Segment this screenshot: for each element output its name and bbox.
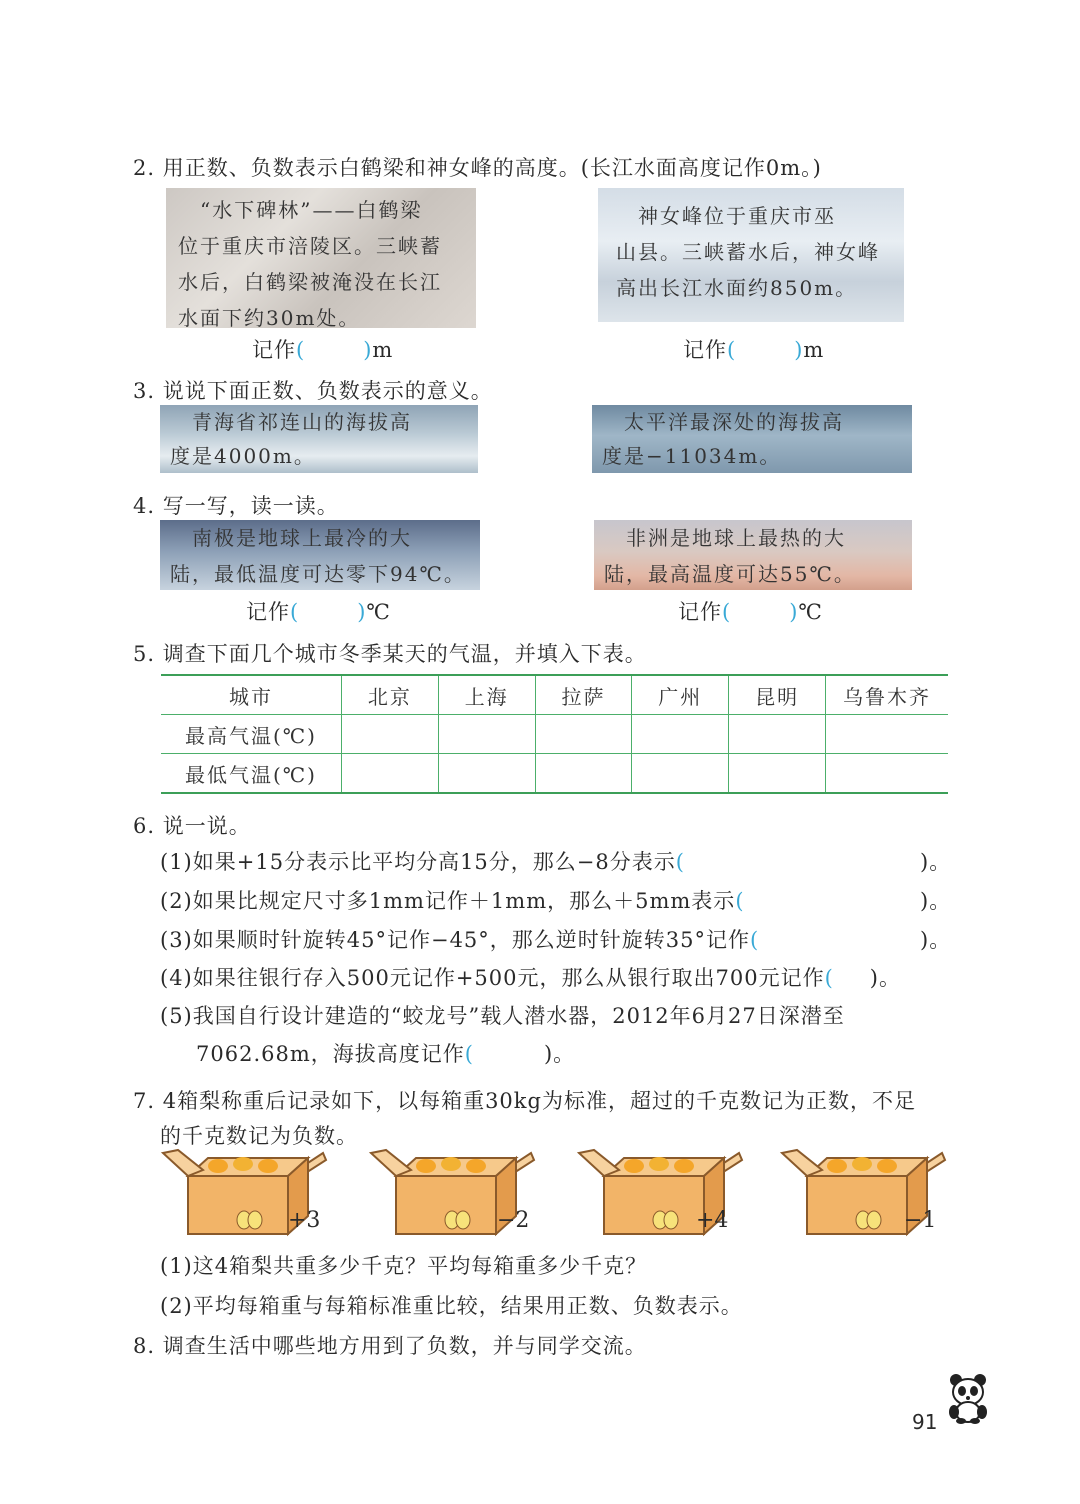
q6-item-2 <box>160 885 745 915</box>
antarctica-text-box <box>160 520 480 590</box>
baiheliang-text-box <box>166 188 476 328</box>
q4-right-line: 非洲是地球上最热的大 <box>604 526 846 550</box>
q6-item-3-close: )。 <box>920 928 952 952</box>
q6-item-3 <box>160 924 759 954</box>
q3-title: 3. 说说下面正数、负数表示的意义。 <box>133 379 493 403</box>
q3-left-line: 青海省祁连山的海拔高 <box>170 410 412 434</box>
q4-title: 4. 写一写，读一读。 <box>133 494 339 518</box>
item-text: (2)如果比规定尺寸多1mm记作＋1mm，那么＋5mm表示 <box>160 889 736 913</box>
record-label: 记作 <box>683 338 727 362</box>
header-cell: 城市 <box>161 675 342 715</box>
item-text: 7062.68m，海拔高度记作 <box>196 1042 465 1066</box>
fill-cell[interactable] <box>632 754 729 794</box>
shennvfeng-text-box <box>598 188 904 322</box>
item-text: (1)如果+15分表示比平均分高15分，那么−8分表示 <box>160 850 676 874</box>
item-text: (3)如果顺时针旋转45°记作−45°，那么逆时针旋转35°记作 <box>160 928 751 952</box>
q6-item-4 <box>160 962 901 992</box>
q5-title: 5. 调查下面几个城市冬季某天的气温，并填入下表。 <box>133 642 647 666</box>
q8-title: 8. 调查生活中哪些地方用到了负数，并与同学交流。 <box>133 1334 647 1358</box>
q2-right-line: 神女峰位于重庆市巫 <box>616 204 836 228</box>
paren-close: ) <box>363 338 373 362</box>
q4-left-line: 南极是地球上最冷的大 <box>170 526 412 550</box>
table-row <box>161 715 948 754</box>
paren-close: ) <box>794 338 804 362</box>
q3-right-line: 太平洋最深处的海拔高 <box>602 410 844 434</box>
paren-open: ( <box>290 600 300 624</box>
q7-sub2: (2)平均每箱重与每箱标准重比较，结果用正数、负数表示。 <box>160 1294 743 1318</box>
africa-text-box <box>594 520 912 590</box>
q6-item-1-close: )。 <box>920 850 952 874</box>
fill-cell[interactable] <box>342 715 439 754</box>
qilian-text-box <box>160 405 478 473</box>
q4-right-answer <box>678 596 823 626</box>
q4-left-answer <box>246 596 391 626</box>
q2-left-answer <box>252 334 393 364</box>
q4-right-line: 陆，最高温度可达55℃。 <box>604 562 856 586</box>
crate-deviation: −1 <box>904 1208 937 1233</box>
q2-right-line: 高出长江水面约850m。 <box>616 276 858 300</box>
fill-cell[interactable] <box>535 754 632 794</box>
row-label: 最低气温(℃) <box>161 754 342 794</box>
q7-title-line2: 的千克数记为负数。 <box>160 1124 358 1148</box>
paren-open: ( <box>750 928 760 952</box>
q4-left-line: 陆，最低温度可达零下94℃。 <box>170 562 466 586</box>
row-label: 最高气温(℃) <box>161 715 342 754</box>
paren-open: ( <box>464 1042 474 1066</box>
q2-left-line: 水后，白鹤梁被淹没在长江 <box>178 270 442 294</box>
paren-open: ( <box>727 338 737 362</box>
q6-item-5-cont <box>196 1038 575 1068</box>
temperature-table <box>161 674 948 794</box>
q2-title: 2. 用正数、负数表示白鹤梁和神女峰的高度。(长江水面高度记作0m。) <box>133 156 822 180</box>
record-label: 记作 <box>678 600 722 624</box>
q2-right-line: 山县。三峡蓄水后，神女峰 <box>616 240 880 264</box>
q7-sub1: (1)这4箱梨共重多少千克？平均每箱重多少千克？ <box>160 1254 648 1278</box>
header-cell: 广州 <box>632 675 729 715</box>
fill-cell[interactable] <box>438 715 535 754</box>
q2-left-line: “水下碑林”——白鹤梁 <box>178 198 423 222</box>
paren-open: ( <box>735 889 745 913</box>
record-label: 记作 <box>246 600 290 624</box>
crate-deviation: −2 <box>497 1208 530 1233</box>
paren-open: ( <box>824 966 834 990</box>
paren-open: ( <box>675 850 685 874</box>
unit: ℃ <box>366 600 391 624</box>
paren-open: ( <box>296 338 306 362</box>
item-text: (4)如果往银行存入500元记作+500元，那么从银行取出700元记作 <box>160 966 825 990</box>
record-label: 记作 <box>252 338 296 362</box>
q7-title-line1: 7. 4箱梨称重后记录如下，以每箱重30kg为标准，超过的千克数记为正数，不足 <box>133 1089 916 1113</box>
header-cell: 拉萨 <box>535 675 632 715</box>
paren-open: ( <box>722 600 732 624</box>
panda-icon <box>944 1372 992 1424</box>
table-row <box>161 754 948 794</box>
q2-left-line: 水面下约30m处。 <box>178 306 361 328</box>
paren-close: ) <box>789 600 799 624</box>
header-cell: 昆明 <box>729 675 826 715</box>
fill-cell[interactable] <box>632 715 729 754</box>
crate-deviation: +3 <box>288 1208 321 1233</box>
page-number: 91 <box>912 1410 938 1434</box>
q3-left-line: 度是4000m。 <box>170 444 316 468</box>
q3-right-line: 度是−11034m。 <box>602 444 782 468</box>
fill-cell[interactable] <box>438 754 535 794</box>
q6-item-5: (5)我国自行设计建造的“蛟龙号”载人潜水器，2012年6月27日深潜至 <box>160 1004 845 1028</box>
q2-right-answer <box>683 334 824 364</box>
q6-title: 6. 说一说。 <box>133 814 251 838</box>
header-cell: 上海 <box>438 675 535 715</box>
crate-deviation: +4 <box>696 1208 729 1233</box>
pacific-text-box <box>592 405 912 473</box>
fill-cell[interactable] <box>535 715 632 754</box>
fill-cell[interactable] <box>729 715 826 754</box>
unit: ℃ <box>798 600 823 624</box>
fill-cell[interactable] <box>826 754 949 794</box>
paren-close: ) <box>357 600 367 624</box>
fill-cell[interactable] <box>729 754 826 794</box>
fill-cell[interactable] <box>826 715 949 754</box>
q6-item-2-close: )。 <box>920 889 952 913</box>
fill-cell[interactable] <box>342 754 439 794</box>
unit: m <box>803 338 825 362</box>
paren-close: )。 <box>869 966 901 990</box>
q2-left-line: 位于重庆市涪陵区。三峡蓄 <box>178 234 442 258</box>
q6-item-1 <box>160 846 685 876</box>
header-cell: 北京 <box>342 675 439 715</box>
paren-close: )。 <box>543 1042 576 1066</box>
unit: m <box>372 338 394 362</box>
table-header-row <box>161 675 948 715</box>
header-cell: 乌鲁木齐 <box>826 675 949 715</box>
